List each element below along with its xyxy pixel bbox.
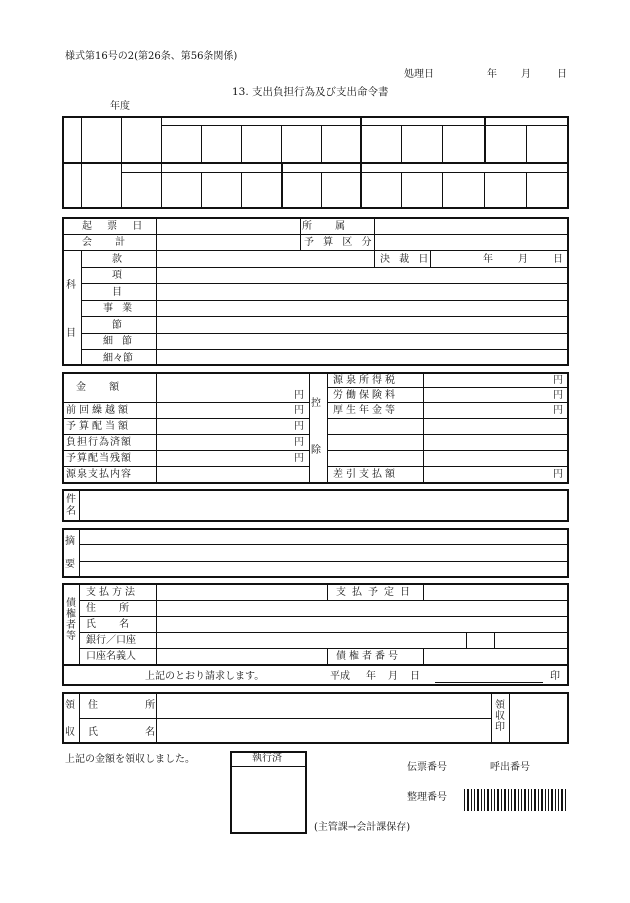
pension-label: 厚生年金等 <box>333 405 398 416</box>
withholding-content-label: 源泉支払内容 <box>66 469 132 480</box>
accounting-label: 会 計 <box>82 237 136 248</box>
jigyou-label: 事 業 <box>103 303 136 314</box>
storage-note: (主管課→会計課保存) <box>314 822 411 833</box>
summary-box <box>62 528 569 578</box>
claim-month: 月 <box>388 671 398 682</box>
subject-label: 件名 <box>66 494 76 517</box>
claim-day: 日 <box>410 671 420 682</box>
processing-day: 日 <box>557 69 567 80</box>
received-statement: 上記の金額を領収しました。 <box>65 754 195 765</box>
kamoku-label-top: 科 <box>66 280 76 291</box>
kan-label: 款 <box>112 254 122 265</box>
pension-yen: 円 <box>553 405 563 416</box>
deduction-label-bottom: 除 <box>311 445 321 456</box>
bank-account-label: 銀行／口座 <box>86 635 136 646</box>
creditor-address-label: 住 所 <box>86 603 140 614</box>
saisaisetsu-label: 細々節 <box>103 353 133 364</box>
summary-label-bottom: 要 <box>65 559 75 570</box>
fiscal-year-label: 年度 <box>110 101 130 112</box>
voucher-number-label: 伝票番号 <box>407 762 447 773</box>
amount-table <box>62 372 569 484</box>
amount-label: 金 額 <box>76 382 130 393</box>
kou-label: 項 <box>112 270 122 281</box>
labor-insurance-label: 労働保険料 <box>333 390 398 401</box>
barcode-graphic <box>464 789 568 811</box>
saisetsu-label: 細 節 <box>103 336 136 347</box>
issue-date-label: 起 票 日 <box>82 221 149 232</box>
payment-method-label: 支払方法 <box>86 587 138 598</box>
claim-statement: 上記のとおり請求します。 <box>145 671 265 682</box>
processing-date-label: 処理日 <box>404 69 434 80</box>
decision-month: 月 <box>518 254 528 265</box>
receipt-label-bottom: 収 <box>65 727 75 738</box>
claim-era: 平成 <box>330 671 350 682</box>
commitment-done-label: 負担行為済額 <box>66 437 132 448</box>
receipt-label-top: 領 <box>65 700 75 711</box>
previous-carryover-label: 前回繰越額 <box>66 405 131 416</box>
processing-month: 月 <box>521 69 531 80</box>
call-number-label: 呼出番号 <box>490 762 530 773</box>
decision-day: 日 <box>553 254 563 265</box>
executed-label: 執行済 <box>252 753 282 764</box>
budget-remaining-label: 予算配当残額 <box>66 453 132 464</box>
amount-yen: 円 <box>294 390 304 401</box>
reference-number-label: 整理番号 <box>407 792 447 803</box>
receipt-name-label: 氏 名 <box>88 727 178 738</box>
creditor-name-label: 氏 名 <box>86 619 140 630</box>
processing-year: 年 <box>487 69 497 80</box>
setsu-label: 節 <box>112 320 122 331</box>
net-payment-yen: 円 <box>553 469 563 480</box>
payment-due-label: 支払予定日 <box>336 587 416 598</box>
form-title: 13. 支出負担行為及び支出命令書 <box>232 86 389 98</box>
net-payment-label: 差引支払額 <box>333 469 398 480</box>
commitment-yen: 円 <box>294 437 304 448</box>
decision-date-label: 決 裁 日 <box>380 254 432 265</box>
decision-year: 年 <box>483 254 493 265</box>
carryover-yen: 円 <box>294 405 304 416</box>
budget-division-label: 予 算 区 分 <box>304 237 375 248</box>
form-number: 様式第16号の2(第26条、第56条関係) <box>65 51 238 62</box>
deduction-label-top: 控 <box>311 398 321 409</box>
allocation-yen: 円 <box>294 421 304 432</box>
affiliation-label: 所 属 <box>302 221 356 232</box>
receipt-seal-label: 領収印 <box>495 700 505 733</box>
kamoku-label-bottom: 目 <box>66 328 76 339</box>
creditor-number-label: 債権者番号 <box>336 651 401 662</box>
creditor-group-label: 債権者等 <box>66 598 76 642</box>
receipt-address-label: 住 所 <box>88 700 178 711</box>
labor-insurance-yen: 円 <box>553 390 563 401</box>
moku-label: 目 <box>112 287 122 298</box>
summary-label-top: 摘 <box>65 536 75 547</box>
budget-allocation-label: 予算配当額 <box>66 421 131 432</box>
subject-box <box>62 489 569 522</box>
income-tax-label: 源泉所得税 <box>333 375 398 386</box>
creditor-table <box>62 583 569 686</box>
account-holder-label: 口座名義人 <box>86 651 136 662</box>
claim-year: 年 <box>366 671 376 682</box>
income-tax-yen: 円 <box>553 375 563 386</box>
remaining-yen: 円 <box>294 453 304 464</box>
claim-seal: 印 <box>550 671 560 682</box>
